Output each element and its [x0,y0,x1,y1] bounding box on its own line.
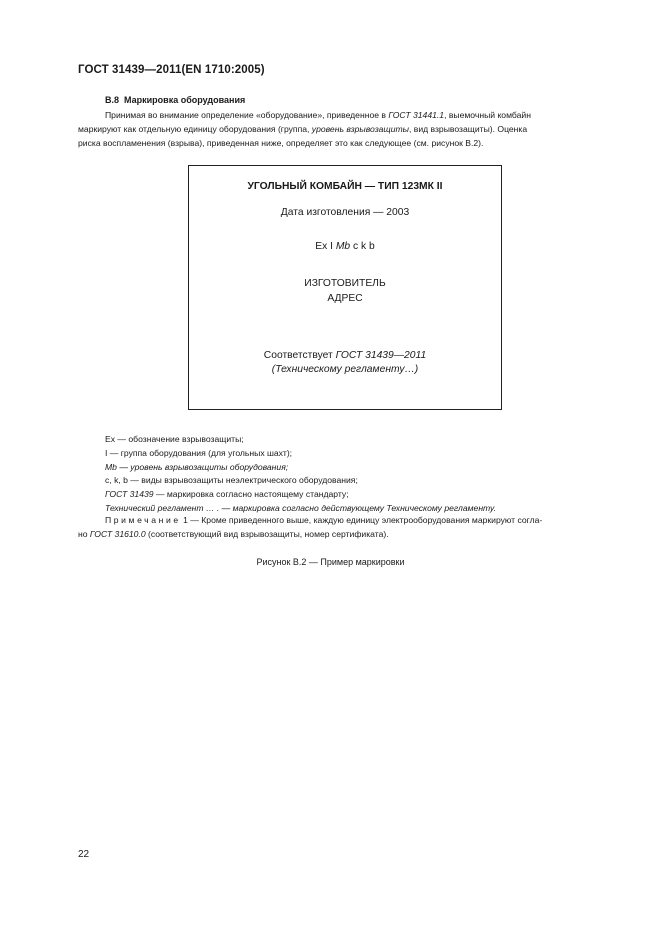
legend-item [105,461,496,475]
legend-gost: ГОСТ 31439 [105,489,154,500]
document-header: ГОСТ 31439—2011(EN 1710:2005) [78,64,265,76]
plate-manufacturer: ИЗГОТОВИТЕЛЬ [304,278,386,289]
note-text: но [78,529,90,539]
note-label: Примечание [105,515,181,525]
legend-item: Ex — обозначение взрывозащиты; [105,434,244,444]
note [78,513,616,541]
plate-ex-code [189,241,501,252]
conformity-text: Соответствует [263,350,336,361]
plate-date: Дата изготовления — 2003 [280,207,410,218]
conformity-gost: ГОСТ 31439—2011 [335,350,427,361]
plate-conformity [189,350,501,361]
note-gost: ГОСТ 31610.0 [89,529,146,539]
intro-line-3: риска воспламенения (взрыва), приведенная ниже, определяет это как следующее (см. рисунок В.2). [78,138,484,148]
note-line-2 [78,527,616,541]
ex-code-text: Ex I [315,241,336,252]
legend-item: I — группа оборудования (для угольных шахт); [105,447,293,458]
ex-code-level: Mb [335,241,351,252]
legend-item [105,488,496,502]
intro-text: , выемочный комбайн [444,110,531,120]
note-text: 1 — Кроме приведенного выше, каждую единицу электрооборудования маркируют согла- [180,515,543,525]
page-number: 22 [78,849,90,860]
legend-regulation: Технический регламент … . — маркировка согласно действующему Техническому регламенту. [105,502,497,513]
note-text: (соответствующий вид взрывозащиты, номер сертификата). [145,529,389,539]
intro-line-1 [78,108,616,122]
intro-paragraph [78,108,616,150]
legend-mb-text: Mb — уровень взрывозащиты оборудования; [105,461,289,472]
intro-emphasis: уровень взрывозащиты [311,124,409,134]
figure-caption: Рисунок В.2 — Пример маркировки [256,557,405,567]
intro-text: , вид взрывозащиты). Оценка [408,124,528,134]
section-number: В.8 [105,95,120,105]
marking-plate [188,165,502,410]
legend-gost-desc: — маркировка согласно настоящему стандарту; [153,489,349,500]
legend [105,433,496,516]
plate-regulation [189,364,501,375]
gost-reference: ГОСТ 31441.1 [388,110,445,120]
plate-title: УГОЛЬНЫЙ КОМБАЙН — ТИП 123МК II [247,181,443,192]
intro-text: маркируют как отдельную единицу оборудования (группа, [78,124,312,134]
legend-item: c, k, b — виды взрывозащиты неэлектрического оборудования; [105,475,358,486]
section-title: Маркировка оборудования [124,95,246,105]
intro-line-2 [78,122,616,136]
section-heading [105,95,245,105]
regulation-text: (Техническому регламенту…) [271,364,419,375]
ex-code-text: c k b [350,241,375,252]
note-line-1 [78,513,616,527]
intro-text: Принимая во внимание определение «оборудование», приведенное в [105,110,389,120]
plate-address: АДРЕС [327,293,363,304]
